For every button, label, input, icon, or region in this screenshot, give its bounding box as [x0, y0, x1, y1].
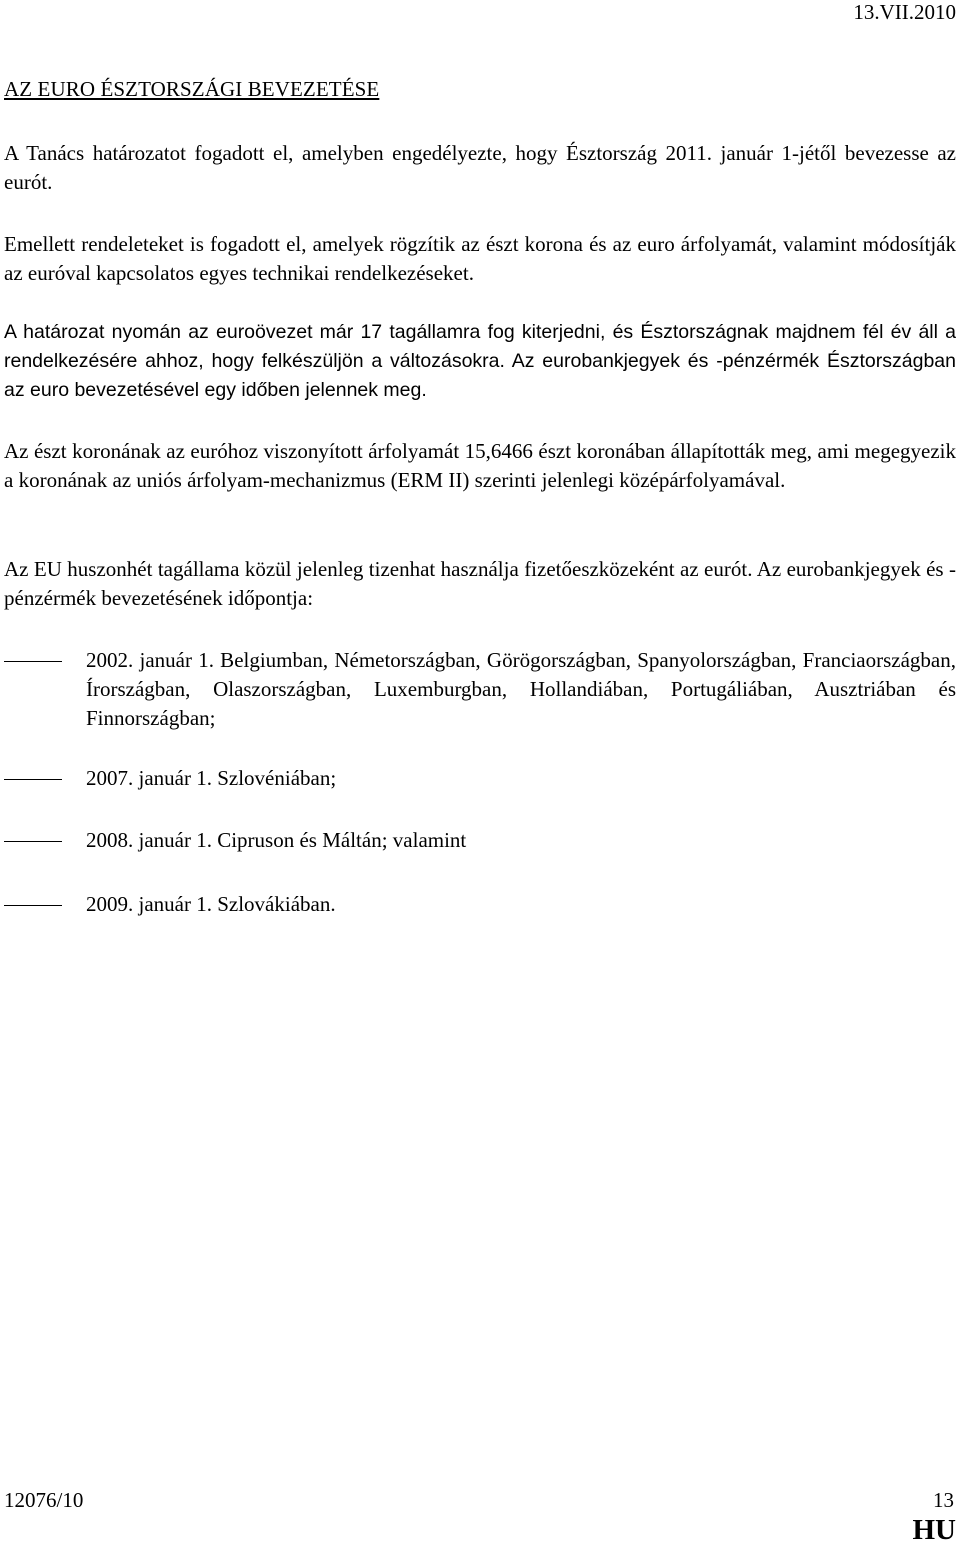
paragraph-member-states: Az EU huszonhét tagállama közül jelenleg tizenhat használja fizetőeszközeként az eurót. Az eurobankjegyek és -pénzérmék bevezetésének időpontja:: [4, 557, 956, 610]
footer-doc-reference: 12076/10: [4, 1488, 84, 1512]
paragraph-eurozone: A határozat nyomán az euroövezet már 17 tagállamra fog kiterjedni, és Észtországnak majdnem fél év áll a rendelkezésére ahhoz, hogy felkészüljön a változásokra. Az eurobankjegyek és -pénzérmék Észtországban az euro bevezetésével egy időben jelennek meg.: [4, 321, 956, 401]
list-item: 2008. január 1. Cipruson és Máltán; valamint: [86, 828, 467, 852]
paragraph-regulations: Emellett rendeleteket is fogadott el, amelyek rögzítik az észt korona és az euro árfolyamát, valamint módosítják az euróval kapcsolatos egyes technikai rendelkezéseket.: [4, 232, 956, 285]
list-item: 2009. január 1. Szlovákiában.: [86, 892, 336, 916]
footer-language-code: HU: [912, 1514, 956, 1546]
footer-page-number: 13: [933, 1488, 954, 1512]
list-dash: [4, 841, 62, 842]
paragraph-decision: A Tanács határozatot fogadott el, amelyben engedélyezte, hogy Észtország 2011. január 1-jétől bevezesse az eurót.: [4, 141, 956, 194]
list-item: 2002. január 1. Belgiumban, Németországban, Görögországban, Spanyolországban, Franciaországban, Írországban, Olaszországban, Luxemburgban, Hollandiában, Portugáliában, Ausztriában és Finnországban;: [86, 648, 956, 730]
list-dash: [4, 779, 62, 780]
list-dash: [4, 905, 62, 906]
document-title: AZ EURO ÉSZTORSZÁGI BEVEZETÉSE: [4, 77, 380, 101]
paragraph-exchange-rate: Az észt koronának az euróhoz viszonyított árfolyamát 15,6466 észt koronában állapították meg, ami megegyezik a koronának az uniós árfolyam-mechanizmus (ERM II) szerinti jelenlegi középárfolyamával.: [4, 439, 956, 492]
header-date: 13.VII.2010: [853, 0, 956, 24]
list-item: 2007. január 1. Szlovéniában;: [86, 766, 337, 790]
list-dash: [4, 661, 62, 662]
